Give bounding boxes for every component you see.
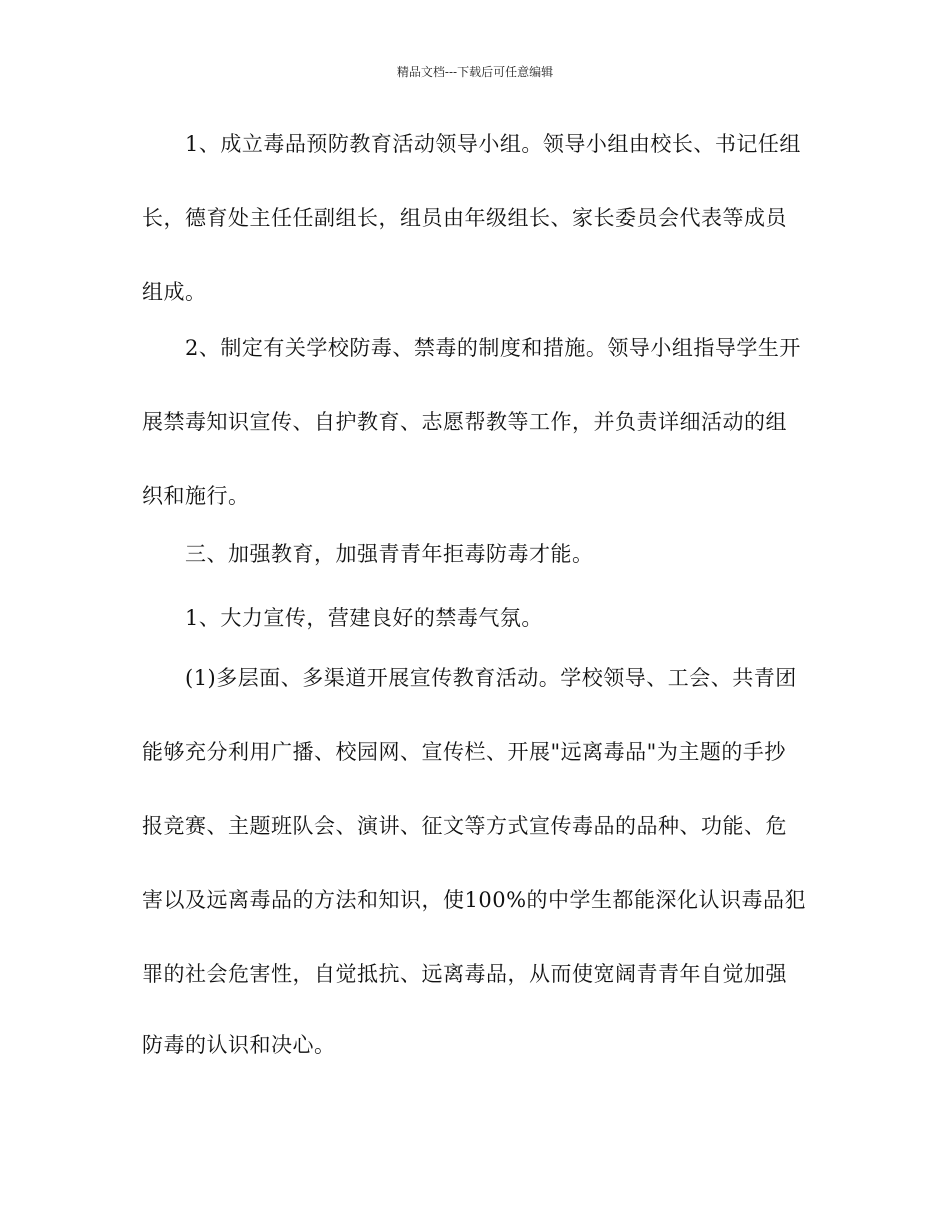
paragraph-line: 2、制定有关学校防毒、禁毒的制度和措施。领导小组指导学生开 bbox=[185, 336, 801, 360]
subsection-heading: 1、大力宣传，营建良好的禁毒气氛。 bbox=[185, 606, 543, 630]
paragraph-line: 罪的社会危害性，自觉抵抗、远离毒品，从而使宽阔青青年自觉加强 bbox=[142, 962, 787, 986]
paragraph-line: 报竞赛、主题班队会、演讲、征文等方式宣传毒品的品种、功能、危 bbox=[142, 814, 787, 838]
paragraph-line: 组成。 bbox=[142, 280, 207, 304]
paragraph-line: 防毒的认识和决心。 bbox=[142, 1033, 336, 1057]
paragraph-line: (1)多层面、多渠道开展宣传教育活动。学校领导、工会、共青团 bbox=[185, 666, 797, 690]
section-heading: 三、加强教育，加强青青年拒毒防毒才能。 bbox=[185, 542, 594, 566]
paragraph-line: 展禁毒知识宣传、自护教育、志愿帮教等工作，并负责详细活动的组 bbox=[142, 410, 787, 434]
paragraph-line: 害以及远离毒品的方法和知识，使100%的中学生都能深化认识毒品犯 bbox=[142, 888, 807, 912]
paragraph-line: 织和施行。 bbox=[142, 484, 250, 508]
paragraph-line: 能够充分利用广播、校园网、宣传栏、开展"远离毒品"为主题的手抄 bbox=[142, 740, 786, 764]
paragraph-line: 长，德育处主任任副组长，组员由年级组长、家长委员会代表等成员 bbox=[142, 206, 787, 230]
paragraph-line: 1、成立毒品预防教育活动领导小组。领导小组由校长、书记任组 bbox=[185, 132, 801, 156]
page-header: 精品文档---下载后可任意编辑 bbox=[396, 65, 554, 79]
